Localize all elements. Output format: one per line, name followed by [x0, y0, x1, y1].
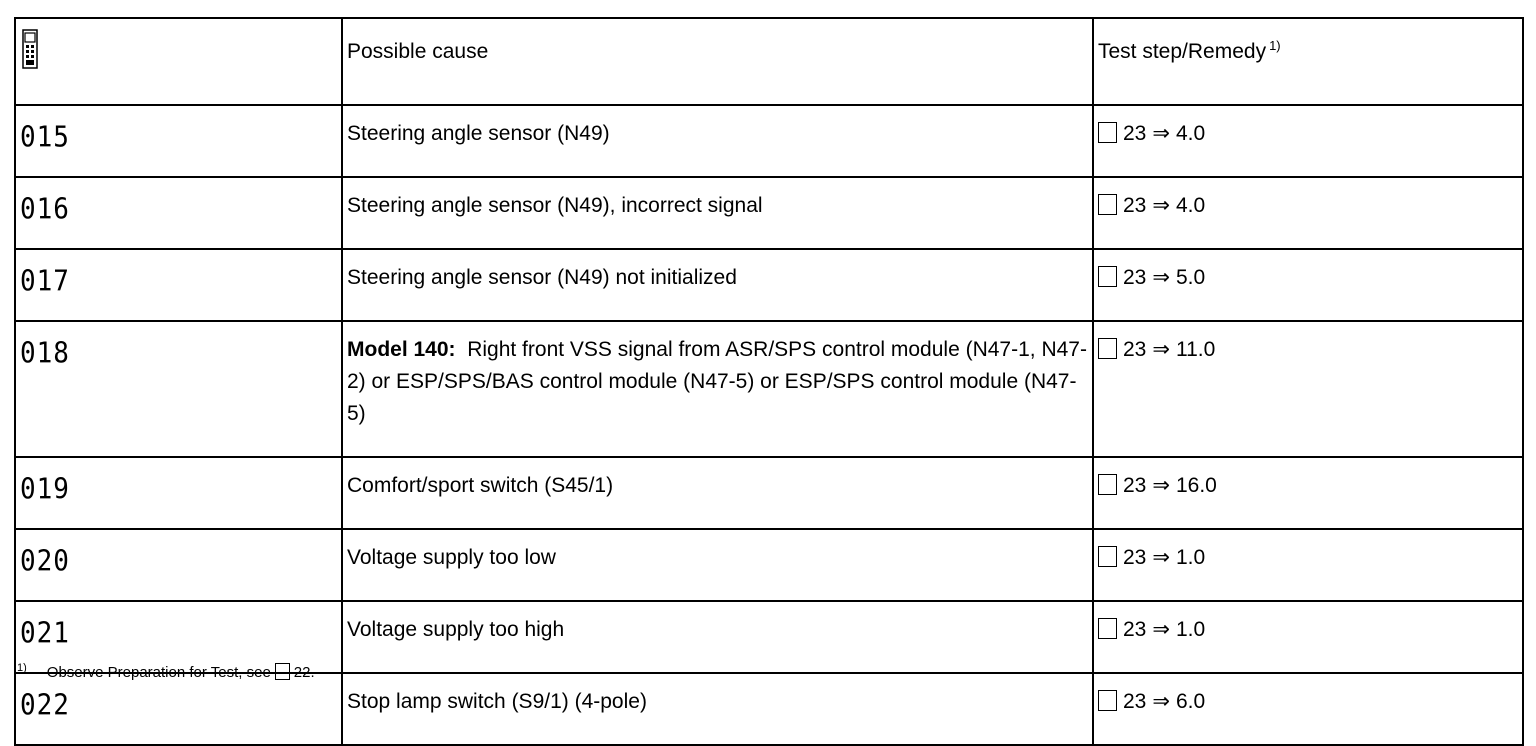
- table-row: [15, 321, 1523, 457]
- possible-cause: Stop lamp switch (S9/1) (4-pole): [342, 673, 1093, 745]
- fault-code: 015: [15, 105, 342, 177]
- test-step: 23 ⇒ 5.0: [1093, 249, 1523, 321]
- reference-box-icon: [1098, 338, 1117, 359]
- reference-box-icon: [1098, 122, 1117, 143]
- possible-cause: Voltage supply too high: [342, 601, 1093, 673]
- fault-code: 018: [15, 321, 342, 457]
- reference-box-icon: [275, 663, 290, 680]
- possible-cause: Model 140: Right front VSS signal from ASR/SPS control module (N47-1, N47-2) or ESP/SPS/BAS control module (N47-5) or ESP/SPS control module (N47-5): [342, 321, 1093, 457]
- header-icon-cell: [15, 18, 342, 105]
- reference-box-icon: [1098, 266, 1117, 287]
- possible-cause: Voltage supply too low: [342, 529, 1093, 601]
- reference-box-icon: [1098, 690, 1117, 711]
- possible-cause: Steering angle sensor (N49): [342, 105, 1093, 177]
- header-test-step: Test step/Remedy $^{1)}$: [1093, 18, 1523, 105]
- footnote: $^{1)}$ Observe Preparation for Test, see 22.: [17, 662, 315, 681]
- test-step: 23 ⇒ 4.0: [1093, 105, 1523, 177]
- test-step: 23 ⇒ 1.0: [1093, 529, 1523, 601]
- table-row: [15, 673, 1523, 745]
- fault-code-table: [14, 17, 1524, 746]
- fault-code: 020: [15, 529, 342, 601]
- test-step: 23 ⇒ 11.0: [1093, 321, 1523, 457]
- test-step: 23 ⇒ 4.0: [1093, 177, 1523, 249]
- fault-code: 021: [15, 601, 342, 673]
- possible-cause: Comfort/sport switch (S45/1): [342, 457, 1093, 529]
- possible-cause: Steering angle sensor (N49), incorrect signal: [342, 177, 1093, 249]
- fault-code: 019: [15, 457, 342, 529]
- test-step: 23 ⇒ 1.0: [1093, 601, 1523, 673]
- reference-box-icon: [1098, 194, 1117, 215]
- table-row: [15, 105, 1523, 177]
- header-possible-cause: Possible cause: [342, 18, 1093, 105]
- fault-code: 016: [15, 177, 342, 249]
- test-step: 23 ⇒ 6.0: [1093, 673, 1523, 745]
- fault-code: 022: [15, 673, 342, 745]
- table-row: [15, 177, 1523, 249]
- test-step: 23 ⇒ 16.0: [1093, 457, 1523, 529]
- reference-box-icon: [1098, 618, 1117, 639]
- hand-held-tester-icon: [22, 29, 38, 69]
- table-row: [15, 529, 1523, 601]
- fault-code: 017: [15, 249, 342, 321]
- table-row: [15, 249, 1523, 321]
- table-row: [15, 457, 1523, 529]
- reference-box-icon: [1098, 474, 1117, 495]
- possible-cause: Steering angle sensor (N49) not initialized: [342, 249, 1093, 321]
- table-header-row: [15, 18, 1523, 105]
- reference-box-icon: [1098, 546, 1117, 567]
